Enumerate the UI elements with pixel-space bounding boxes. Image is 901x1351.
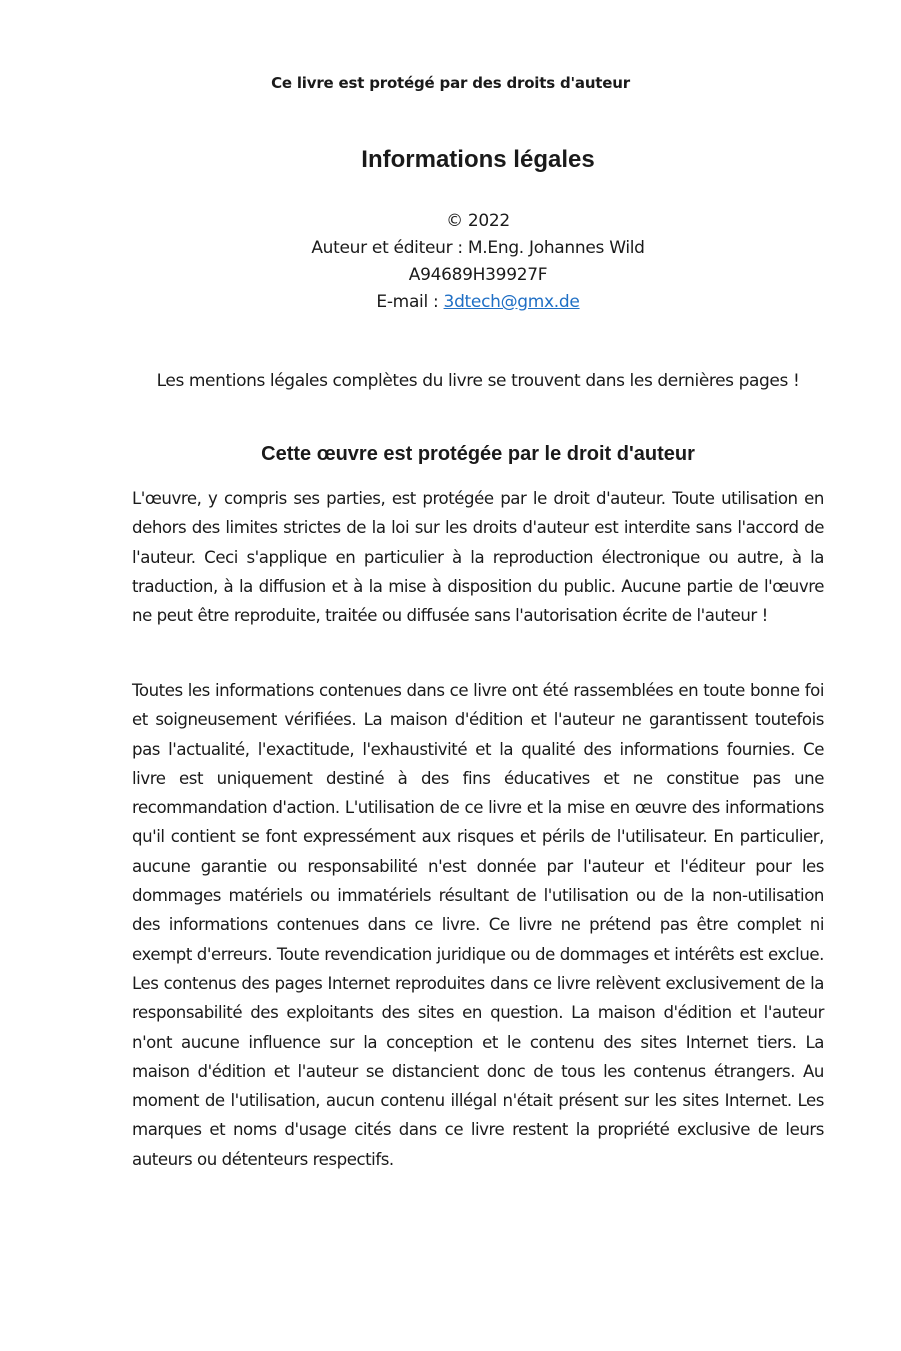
email-line xyxy=(0,289,901,316)
email-link[interactable]: 3dtech@gmx.de xyxy=(443,292,580,312)
section-heading: Cette œuvre est protégée par le droit d'auteur xyxy=(261,443,695,465)
legal-info-block xyxy=(0,208,901,316)
legal-notice-reference: Les mentions légales complètes du livre se trouvent dans les dernières pages ! xyxy=(156,371,800,391)
author-publisher: Auteur et éditeur : M.Eng. Johannes Wild xyxy=(311,238,645,258)
copyright-year: © 2022 xyxy=(446,211,510,231)
email-label: E-mail : xyxy=(376,292,444,312)
paragraph-copyright: L'œuvre, y compris ses parties, est protégée par le droit d'auteur. Toute utilisation en dehors des limites strictes de la loi sur les droits d'auteur est interdite sans l'accord de l'auteur. Ceci s'applique en particulier à la reproduction électronique ou autre, à la traduction, à la diffusion et à la mise à disposition du public. Aucune partie de l'œuvre ne peut être reproduite, traitée ou diffusée sans l'autorisation écrite de l'auteur ! xyxy=(132,489,824,626)
paragraph-disclaimer: Toutes les informations contenues dans ce livre ont été rassemblées en toute bonne foi et soigneusement vérifiées. La maison d'édition et l'auteur ne garantissent toutefois pas l'actualité, l'exactitude, l'exhaustivité et la qualité des informations fournies. Ce livre est uniquement destiné à des fins éducatives et ne constitue pas une recommandation d'action. L'utilisation de ce livre et la mise en œuvre des informations qu'il contient se font expressément aux risques et périls de l'utilisateur. En particulier, aucune garantie ou responsabilité n'est donnée par l'auteur et l'éditeur pour les dommages matériels ou immatériels résultant de l'utilisation ou de la non-utilisation des informations contenues dans ce livre. Ce livre ne prétend pas être complet ni exempt d'erreurs. Toute revendication juridique ou de dommages et intérêts est exclue. Les contenus des pages Internet reproduites dans ce livre relèvent exclusivement de la responsabilité des exploitants des sites en question. La maison d'édition et l'auteur n'ont aucune influence sur la conception et le contenu des sites Internet tiers. La maison d'édition et l'auteur se distancient donc de tous les contenus étrangers. Au moment de l'utilisation, aucun contenu illégal n'était présent sur les sites Internet. Les marques et noms d'usage cités dans ce livre restent la propriété exclusive de leurs auteurs ou détenteurs respectifs. xyxy=(132,681,824,1169)
identifier-code: A94689H39927F xyxy=(408,265,548,285)
page-title: Informations légales xyxy=(361,146,595,173)
copyright-protection-notice: Ce livre est protégé par des droits d'auteur xyxy=(271,74,630,92)
